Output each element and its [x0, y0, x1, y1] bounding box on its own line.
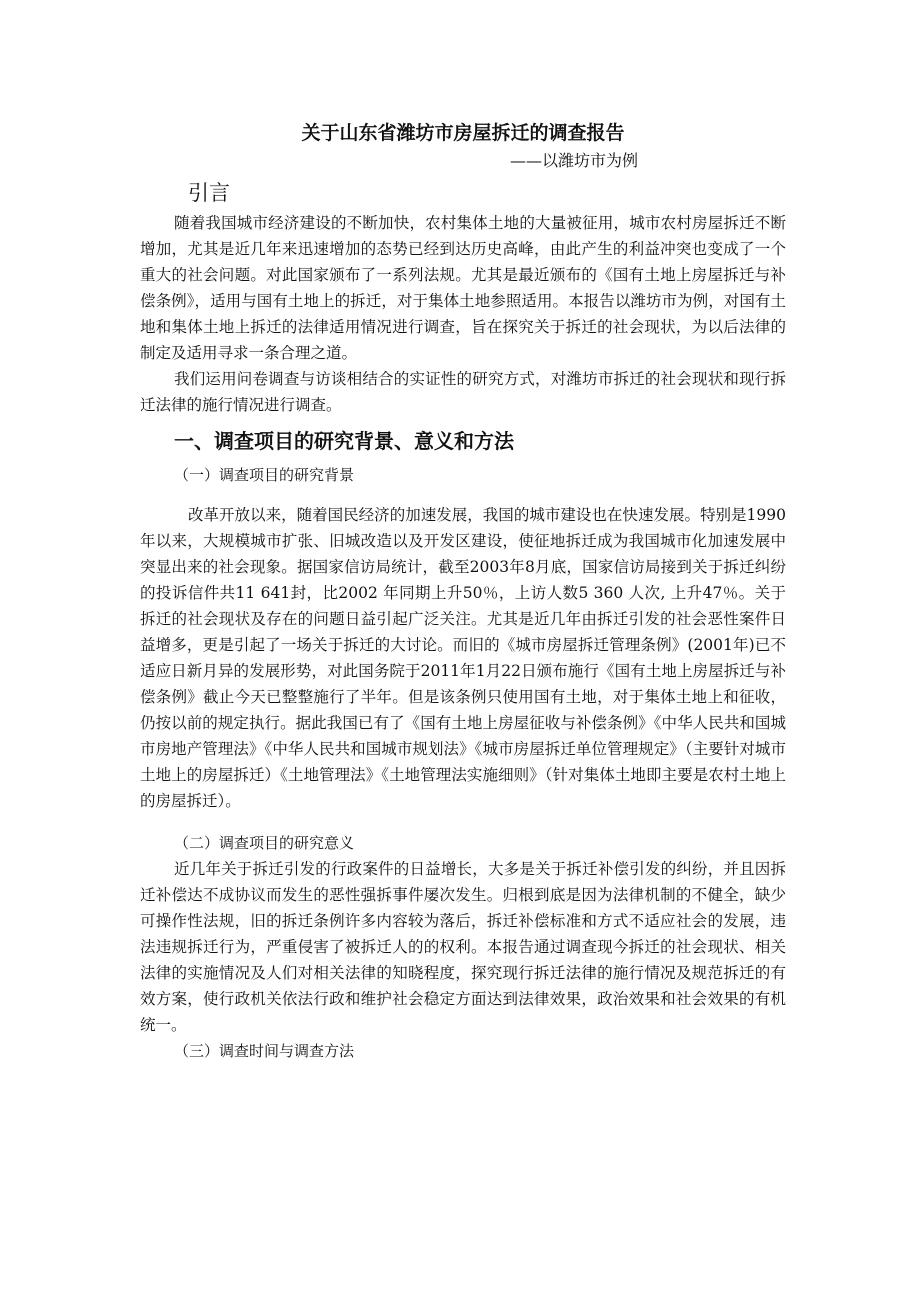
report-title: 关于山东省潍坊市房屋拆迁的调查报告 [301, 122, 625, 144]
document-page [140, 118, 786, 1064]
section-1-heading: 一、调查项目的研究背景、意义和方法 [174, 429, 514, 453]
subsection-2-heading: （二）调查项目的研究意义 [174, 834, 355, 852]
subsection-1-heading: （一）调查项目的研究背景 [174, 466, 355, 484]
subsection-3-heading: （三）调查时间与调查方法 [174, 1042, 355, 1060]
spacer [140, 814, 786, 830]
subsection-2-paragraph: 近几年关于拆迁引发的行政案件的日益增长，大多是关于拆迁补偿引发的纠纷，并且因拆迁补偿达不成协议而发生的恶性强拆事件屡次发生。归根到底是因为法律机制的不健全，缺少可操作性法规，旧的拆迁条例许多内容较为落后，拆迁补偿标准和方式不适应社会的发展，违法违规拆迁行为，严重侵害了被拆迁人的的权利。本报告通过调查现今拆迁的社会现状、相关法律的实施情况及人们对相关法律的知晓程度，探究现行拆迁法律的施行情况及规范拆迁的有效方案，使行政机关依法行政和维护社会稳定方面达到法律效果，政治效果和社会效果的有机统一。 [140, 860, 786, 1034]
intro-paragraph-1: 随着我国城市经济建设的不断加快，农村集体土地的大量被征用，城市农村房屋拆迁不断增加，尤其是近几年来迅速增加的态势已经到达历史高峰，由此产生的利益冲突也变成了一个重大的社会问题。对此国家颁布了一系列法规。尤其是最近颁布的《国有土地上房屋拆迁与补偿条例》，适用与国有土地上的拆迁，对于集体土地参照适用。本报告以潍坊市为例，对国有土地和集体土地上拆迁的法律适用情况进行调查，旨在探究关于拆迁的社会现状，为以后法律的制定及适用寻求一条合理之道。 [140, 214, 786, 362]
subsection-1-paragraph: 改革开放以来，随着国民经济的加速发展，我国的城市建设也在快速发展。特别是1990年以来，大规模城市扩张、旧城改造以及开发区建设，使征地拆迁成为我国城市化加速发展中突显出来的社会现象。据国家信访局统计，截至2003年8月底，国家信访局接到关于拆迁纠纷的投诉信件共11 641封，比2002 年同期上升50％，上访人数5 360 人次, 上升47％。关于拆迁的社会现状及存在的问题日益引起广泛关注。尤其是近几年由拆迁引发的社会恶性案件日益增多，更是引起了一场关于拆迁的大讨论。而旧的《城市房屋拆迁管理条例》(2001年)已不适应日新月异的发展形势，对此国务院于2011年1月22日颁布施行《国有土地上房屋拆迁与补偿条例》截止今天已整整施行了半年。但是该条例只使用国有土地，对于集体土地上和征收，仍按以前的规定执行。据此我国已有了《国有土地上房屋征收与补偿条例》《中华人民共和国城市房地产管理法》《中华人民共和国城市规划法》《城市房屋拆迁单位管理规定》（主要针对城市土地上的房屋拆迁）《土地管理法》《土地管理法实施细则》（针对集体土地即主要是农村土地上的房屋拆迁）。 [140, 506, 786, 810]
intro-paragraph-2: 我们运用问卷调查与访谈相结合的实证性的研究方式，对潍坊市拆迁的社会现状和现行拆迁法律的施行情况进行调查。 [140, 370, 786, 414]
intro-heading: 引言 [188, 181, 230, 205]
report-subtitle: ——以潍坊市为例 [510, 151, 639, 170]
